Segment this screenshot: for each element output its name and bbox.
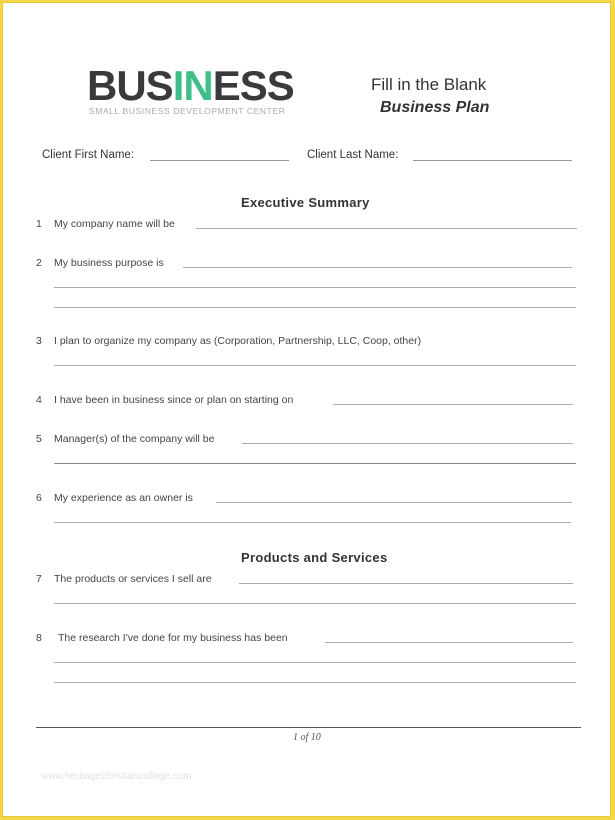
document-page	[3, 3, 610, 816]
question-text: The products or services I sell are	[54, 573, 212, 585]
answer-line[interactable]	[242, 443, 573, 444]
answer-line[interactable]	[54, 662, 576, 663]
answer-line[interactable]	[196, 228, 577, 229]
question-text: My business purpose is	[54, 257, 164, 269]
answer-line[interactable]	[54, 307, 576, 308]
footer-divider	[36, 727, 581, 728]
answer-line[interactable]	[54, 682, 576, 683]
section-executive-summary: Executive Summary	[241, 195, 370, 210]
answer-line[interactable]	[216, 502, 572, 503]
question-number: 4	[36, 394, 42, 406]
watermark: www.heritagechristiancollege.com	[41, 771, 192, 782]
client-first-name-label: Client First Name:	[42, 149, 135, 161]
question-number: 6	[36, 492, 42, 504]
question-number: 1	[36, 218, 42, 230]
client-first-name-field[interactable]	[150, 160, 289, 161]
question-number: 7	[36, 573, 42, 585]
question-text: My experience as an owner is	[54, 492, 193, 504]
answer-line[interactable]	[239, 583, 573, 584]
answer-line[interactable]	[54, 603, 576, 604]
answer-line[interactable]	[325, 642, 573, 643]
section-products-services: Products and Services	[241, 550, 388, 565]
answer-line[interactable]	[183, 267, 572, 268]
question-text: I have been in business since or plan on starting on	[54, 394, 294, 406]
business-logo: BUSINESS	[87, 62, 294, 109]
client-last-name-field[interactable]	[413, 160, 572, 161]
answer-line[interactable]	[54, 287, 576, 288]
question-text: I plan to organize my company as (Corporation, Partnership, LLC, Coop, other)	[54, 335, 422, 347]
question-text: The research I've done for my business has been	[58, 632, 288, 644]
question-text: Manager(s) of the company will be	[54, 433, 215, 445]
page-number: 1 of 10	[293, 732, 321, 743]
question-number: 3	[36, 335, 42, 347]
client-last-name-label: Client Last Name:	[307, 149, 399, 161]
document-title-line1: Fill in the Blank	[371, 75, 487, 94]
question-text: My company name will be	[54, 218, 175, 230]
answer-line[interactable]	[54, 522, 571, 523]
question-number: 2	[36, 257, 42, 269]
logo-subtitle: SMALL BUSINESS DEVELOPMENT CENTER	[89, 106, 286, 116]
question-number: 5	[36, 433, 42, 445]
answer-line[interactable]	[54, 365, 576, 366]
question-number: 8	[36, 632, 42, 644]
document-title-line2: Business Plan	[380, 99, 490, 116]
answer-line[interactable]	[54, 463, 576, 464]
answer-line[interactable]	[333, 404, 573, 405]
